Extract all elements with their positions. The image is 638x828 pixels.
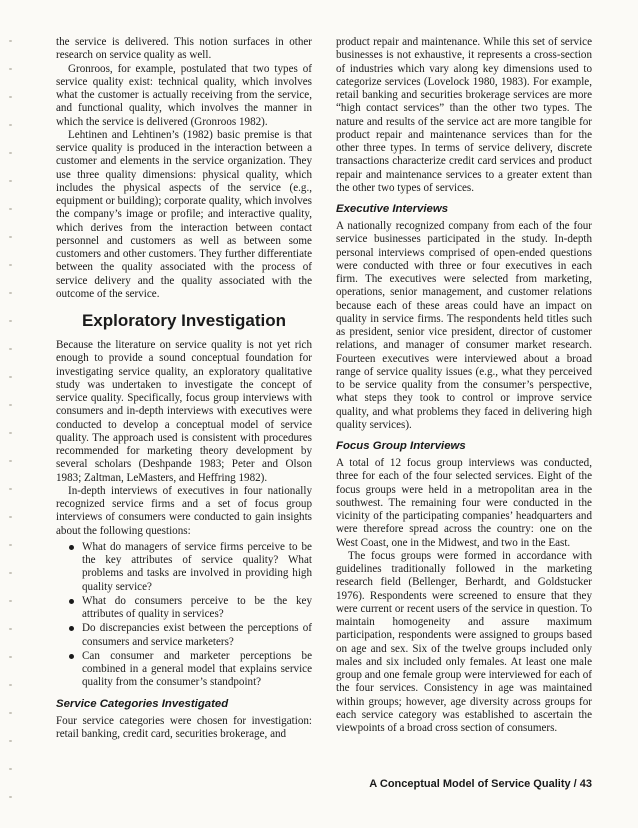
binding-mark (9, 684, 12, 686)
binding-mark (9, 264, 12, 266)
binding-mark (9, 488, 12, 490)
binding-mark (9, 628, 12, 630)
binding-mark (9, 68, 12, 70)
list-item: What do consumers perceive to be the key attributes of quality in services? (56, 595, 312, 622)
binding-mark (9, 236, 12, 238)
binding-mark (9, 600, 12, 602)
paragraph: Lehtinen and Lehtinen’s (1982) basic premise is that service quality is produced in the interaction between a customer and elements in the service organization. They use three quality dimensions: physical quality, which includes the physical aspects of the service (e.g., equipment or building); corporate quality, which involves the company’s image or profile; and interactive quality, which derives from the interaction between contact personnel and customers as well as between some customers and other customers. They further differentiate between the quality associated with the process of service delivery and the quality associated with the outcome of the service. (56, 128, 312, 300)
binding-mark (9, 460, 12, 462)
paragraph: In-depth interviews of executives in four nationally recognized service firms and a set of focus group interviews of consumers were conducted to gain insights about the following questions: (56, 484, 312, 537)
binding-mark (9, 320, 12, 322)
right-column (336, 36, 592, 735)
page-footer: A Conceptual Model of Service Quality / 43 (369, 778, 592, 790)
binding-mark (9, 768, 12, 770)
binding-mark (9, 404, 12, 406)
subsection-heading: Focus Group Interviews (336, 440, 466, 452)
paragraph: product repair and maintenance. While this set of service businesses is not exhaustive, it represents a cross-section of industries which vary along key dimensions used to categorize services (Lovelock 1980, 1983). For example, retail banking and securities brokerage services are more “high contact services” than the other two types. The nature and results of the service act are more tangible for product repair and maintenance services than for the other three types. In terms of service delivery, discrete transactions characterize credit card services and product repair and maintenance services to a greater extent than the other two types of services. (336, 36, 592, 194)
section-heading: Exploratory Investigation (81, 311, 287, 330)
paragraph: A nationally recognized company from each of the four service businesses participated in the study. In-depth personal interviews comprised of open-ended questions were conducted with three or four executives in each firm. The executives were selected from marketing, operations, senior management, and customer relations because each of these areas could have an impact on quality in service firms. The respondents held titles such as president, senior vice president, director of customer relations, and manager of consumer market research. Fourteen executives were interviewed about a broad range of service quality issues (e.g., what they perceived to be service quality from the consumer’s perspective, what steps they took to control or improve service quality, and what problems they faced in delivering high quality services). (336, 220, 592, 431)
binding-mark (9, 740, 12, 742)
subsection-heading: Executive Interviews (336, 203, 449, 215)
binding-mark (9, 796, 12, 798)
question-list (56, 541, 312, 690)
binding-mark (9, 180, 12, 182)
binding-mark (9, 572, 12, 574)
binding-mark (9, 376, 12, 378)
binding-mark (9, 544, 12, 546)
binding-mark (9, 516, 12, 518)
paragraph: Gronroos, for example, postulated that two types of service quality exist: technical quality, which involves what the customer is actually receiving from the service, and functional quality, which involves the manner in which the service is delivered (Gronroos 1982). (56, 62, 312, 128)
binding-mark (9, 348, 12, 350)
binding-mark (9, 656, 12, 658)
binding-mark (9, 432, 12, 434)
list-item: Do discrepancies exist between the perceptions of consumers and service marketers? (56, 622, 312, 649)
binding-mark (9, 292, 12, 294)
subsection-heading: Service Categories Investigated (56, 697, 229, 710)
paragraph: A total of 12 focus group interviews was conducted, three for each of the four selected services. Eight of the focus groups were held in a metropolitan area in the southwest. The remaining four were conducted in the vicinity of the participating companies’ headquarters and were therefore spread across the country: one on the West Coast, one in the Midwest, and two in the East. (336, 457, 592, 549)
list-item: What do managers of service firms perceive to be the key attributes of service quality? What problems and tasks are involved in providing high quality service? (56, 541, 312, 594)
left-column (56, 36, 312, 741)
paragraph: the service is delivered. This notion surfaces in other research on service quality as well. (56, 36, 312, 62)
binding-mark (9, 152, 12, 154)
binding-mark (9, 208, 12, 210)
list-item: Can consumer and marketer perceptions be combined in a general model that explains service quality from the consumer’s standpoint? (56, 650, 312, 690)
paragraph: Because the literature on service quality is not yet rich enough to provide a sound conceptual foundation for investigating service quality, an exploratory qualitative study was undertaken to investigate the concept of service quality. Specifically, focus group interviews with consumers and in-depth interviews with executives were conducted to develop a conceptual model of service quality. The approach used is consistent with procedures recommended for marketing theory development by several scholars (Deshpande 1983; Peter and Olson 1983; Zaltman, LeMasters, and Heffring 1982). (56, 339, 312, 484)
binding-mark (9, 96, 12, 98)
binding-mark (9, 40, 12, 42)
binding-mark (9, 712, 12, 714)
binding-mark (9, 124, 12, 126)
paragraph: The focus groups were formed in accordance with guidelines traditionally followed in the marketing research field (Bellenger, Berhardt, and Goldstucker 1976). Respondents were screened to ensure that they were current or recent users of the service in question. To maintain homogeneity and assure maximum participation, respondents were assigned to groups based on age and sex. Six of the twelve groups included only males and six included only females. At least one male group and one female group were interviewed for each of the four services. Consistency in age was maintained within groups; however, age diversity across groups for each service category was established to ascertain the viewpoints of a broad cross section of consumers. (336, 549, 592, 734)
paragraph: Four service categories were chosen for investigation: retail banking, credit card, securities brokerage, and (56, 714, 312, 740)
